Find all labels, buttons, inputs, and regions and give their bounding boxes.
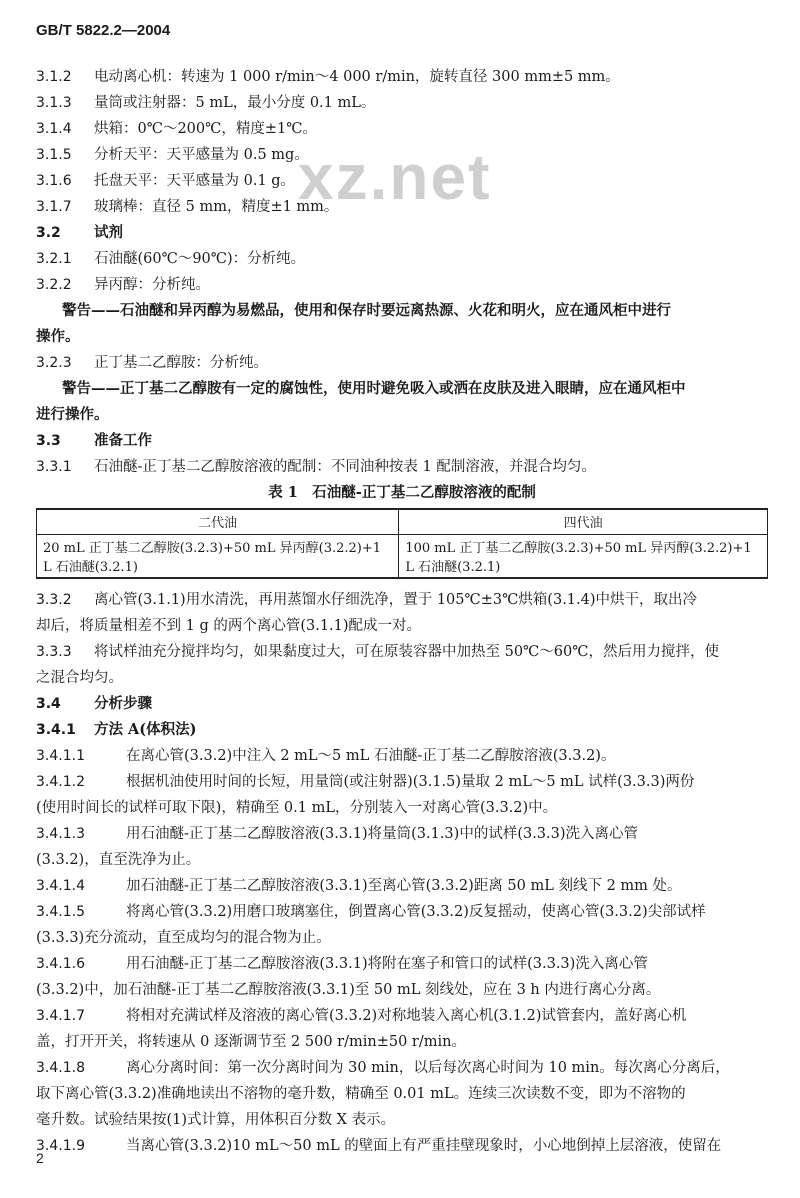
clause-3-4-1-7-cont: 盖，打开开关，将转速从 0 逐渐调节至 2 500 r/min±50 r/min。 bbox=[36, 1034, 466, 1050]
section-3-2-heading: 3.2 试剂 bbox=[36, 224, 123, 241]
table-cell: 20 mL 正丁基二乙醇胺(3.2.3)+50 mL 异丙醇(3.2.2)+1 L 石油醚(3.2.1) bbox=[37, 535, 399, 579]
clause-3-4-1-5: 3.4.1.5 将离心管(3.3.2)用磨口玻璃塞住，倒置离心管(3.3.2)反复摇动，使离心管(3.3.2)尖部试样 bbox=[36, 904, 706, 920]
clause-3-4-1-6: 3.4.1.6 用石油醚-正丁基二乙醇胺溶液(3.3.1)将附在塞子和管口的试样(3.3.3)洗入离心管 bbox=[36, 956, 648, 972]
section-3-4-heading: 3.4 分析步骤 bbox=[36, 695, 152, 712]
section-3-4-1-heading: 3.4.1 方法 A(体积法) bbox=[36, 721, 197, 738]
clause-3-3-1: 3.3.1 石油醚-正丁基二乙醇胺溶液的配制：不同油种按表 1 配制溶液，并混合均匀。 bbox=[36, 459, 596, 475]
clause-3-2-1: 3.2.1 石油醚(60℃～90℃)：分析纯。 bbox=[36, 251, 306, 267]
clause-3-1-5: 3.1.5 分析天平：天平感量为 0.5 mg。 bbox=[36, 147, 309, 163]
table-cell: 100 mL 正丁基二乙醇胺(3.2.3)+50 mL 异丙醇(3.2.2)+1 L 石油醚(3.2.1) bbox=[399, 535, 768, 579]
clause-3-4-1-2: 3.4.1.2 根据机油使用时间的长短，用量筒(或注射器)(3.1.5)量取 2 mL～5 mL 试样(3.3.3)两份 bbox=[36, 774, 695, 790]
clause-3-3-3: 3.3.3 将试样油充分搅拌均匀，如果黏度过大，可在原装容器中加热至 50℃～60℃，然后用力搅拌，使 bbox=[36, 644, 719, 660]
clause-3-4-1-3-cont: (3.3.2)，直至洗净为止。 bbox=[36, 852, 201, 868]
table-caption: 表 1 石油醚-正丁基二乙醇胺溶液的配制 bbox=[268, 484, 536, 501]
clause-3-4-1-1: 3.4.1.1 在离心管(3.3.2)中注入 2 mL～5 mL 石油醚-正丁基二乙醇胺溶液(3.3.2)。 bbox=[36, 748, 616, 764]
clause-3-4-1-2-cont: (使用时间长的试样可取下限)，精确至 0.1 mL，分别装入一对离心管(3.3.2)中。 bbox=[36, 800, 558, 816]
clause-3-3-2-cont: 却后，将质量相差不到 1 g 的两个离心管(3.1.1)配成一对。 bbox=[36, 618, 422, 634]
document-body bbox=[36, 34, 768, 1159]
clause-3-4-1-3: 3.4.1.3 用石油醚-正丁基二乙醇胺溶液(3.3.1)将量筒(3.1.3)中的试样(3.3.3)洗入离心管 bbox=[36, 826, 639, 842]
clause-3-4-1-8-cont2: 毫升数。试验结果按(1)式计算，用体积百分数 X 表示。 bbox=[36, 1112, 396, 1128]
table-header-cell: 四代油 bbox=[399, 509, 768, 535]
warning-2-line1: 警告——正丁基二乙醇胺有一定的腐蚀性，使用时避免吸入或洒在皮肤及进入眼睛，应在通风柜中 bbox=[62, 380, 686, 397]
clause-3-2-2: 3.2.2 异丙醇：分析纯。 bbox=[36, 277, 210, 293]
clause-3-2-3: 3.2.3 正丁基二乙醇胺：分析纯。 bbox=[36, 355, 268, 371]
page-number: 2 bbox=[36, 1150, 44, 1166]
warning-1-line1: 警告——石油醚和异丙醇为易燃品，使用和保存时要远离热源、火花和明火，应在通风柜中进行 bbox=[62, 302, 671, 319]
standard-header: GB/T 5822.2—2004 bbox=[36, 22, 171, 39]
clause-3-1-4: 3.1.4 烘箱：0℃～200℃，精度±1℃。 bbox=[36, 121, 317, 137]
clause-3-3-3-cont: 之混合均匀。 bbox=[36, 670, 123, 686]
solution-table bbox=[36, 508, 768, 579]
clause-3-4-1-8-cont: 取下离心管(3.3.2)准确地读出不溶物的毫升数，精确至 0.01 mL。连续三次读数不变，即为不溶物的 bbox=[36, 1086, 686, 1102]
clause-3-1-2: 3.1.2 电动离心机：转速为 1 000 r/min～4 000 r/min，旋转直径 300 mm±5 mm。 bbox=[36, 69, 620, 85]
clause-3-4-1-7: 3.4.1.7 将相对充满试样及溶液的离心管(3.3.2)对称地装入离心机(3.1.2)试管套内，盖好离心机 bbox=[36, 1008, 687, 1024]
clause-3-4-1-8: 3.4.1.8 离心分离时间：第一次分离时间为 30 min，以后每次离心时间为 10 min。每次离心分离后， bbox=[36, 1060, 730, 1076]
clause-3-3-2: 3.3.2 离心管(3.1.1)用水清洗，再用蒸馏水仔细洗净，置于 105℃±3℃烘箱(3.1.4)中烘干，取出冷 bbox=[36, 592, 698, 608]
clause-3-1-3: 3.1.3 量筒或注射器：5 mL，最小分度 0.1 mL。 bbox=[36, 95, 376, 111]
clause-3-1-6: 3.1.6 托盘天平：天平感量为 0.1 g。 bbox=[36, 173, 296, 189]
watermark-text: xz.net bbox=[298, 141, 492, 213]
warning-1-line2: 操作。 bbox=[36, 328, 80, 345]
clause-3-4-1-5-cont: (3.3.3)充分流动，直至成均匀的混合物为止。 bbox=[36, 930, 331, 946]
table-header-cell: 二代油 bbox=[37, 509, 399, 535]
clause-3-4-1-4: 3.4.1.4 加石油醚-正丁基二乙醇胺溶液(3.3.1)至离心管(3.3.2)距离 50 mL 刻线下 2 mm 处。 bbox=[36, 878, 682, 894]
clause-3-4-1-6-cont: (3.3.2)中，加石油醚-正丁基二乙醇胺溶液(3.3.1)至 50 mL 刻线处，应在 3 h 内进行离心分离。 bbox=[36, 982, 661, 998]
section-3-3-heading: 3.3 准备工作 bbox=[36, 432, 152, 449]
clause-3-1-7: 3.1.7 玻璃棒：直径 5 mm，精度±1 mm。 bbox=[36, 199, 339, 215]
clause-3-4-1-9: 3.4.1.9 当离心管(3.3.2)10 mL～50 mL 的壁面上有严重挂壁现象时，小心地倒掉上层溶液，使留在 bbox=[36, 1138, 722, 1154]
warning-2-line2: 进行操作。 bbox=[36, 406, 109, 423]
